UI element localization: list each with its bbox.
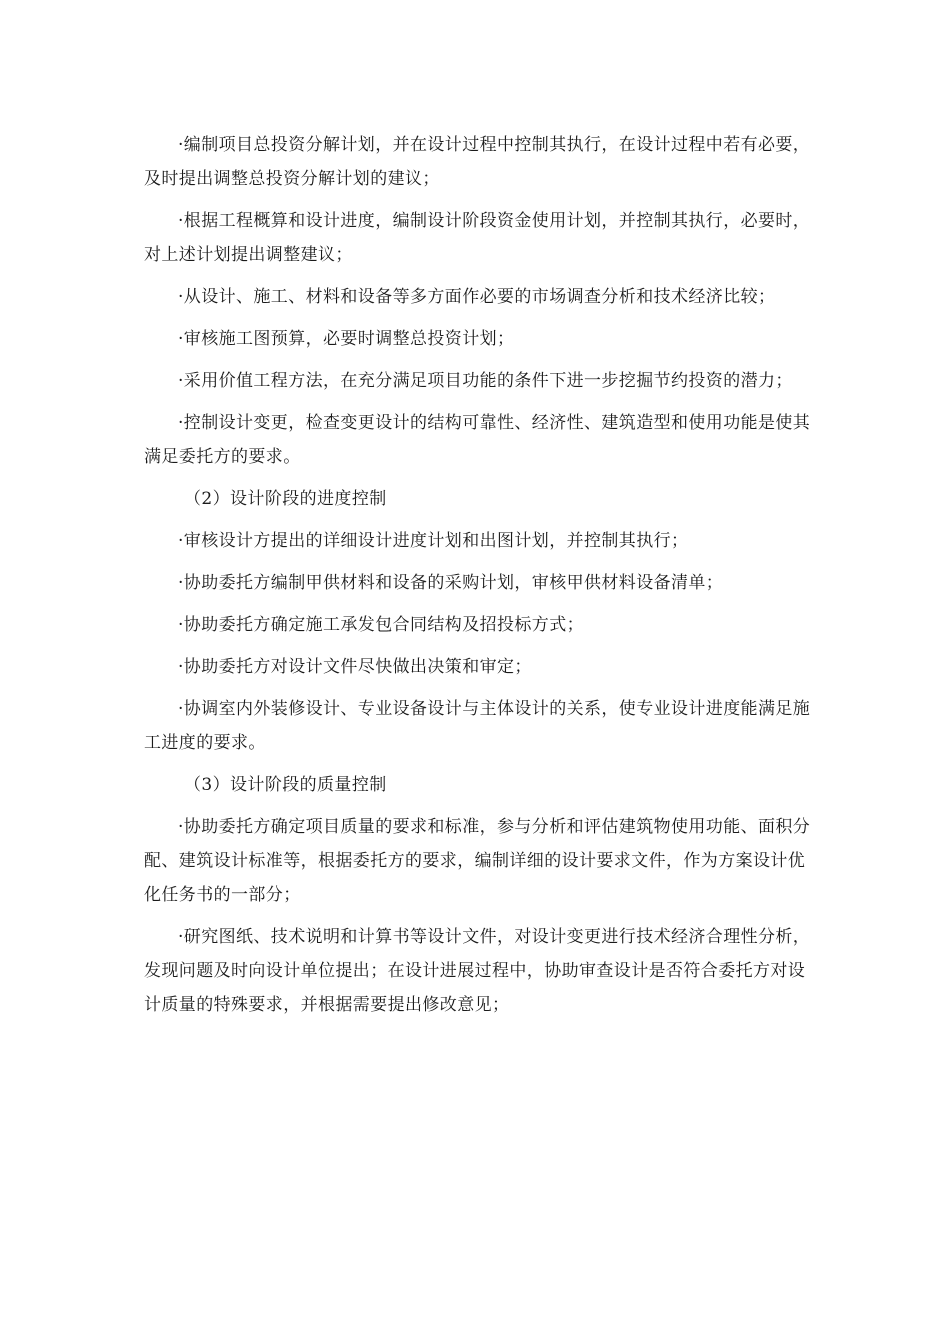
paragraph-market-survey: ·从设计、施工、材料和设备等多方面作必要的市场调查分析和技术经济比较； — [178, 287, 776, 307]
paragraph-design-coordination: ·协调室内外装修设计、专业设备设计与主体设计的关系，使专业设计进度能满足施工进度的要求。 — [144, 699, 811, 753]
section-heading-schedule-control: （2）设计阶段的进度控制 — [184, 489, 387, 509]
paragraph-design-change-control: ·控制设计变更，检查变更设计的结构可靠性、经济性、建筑造型和使用功能是使其满足委托方的要求。 — [144, 413, 811, 467]
paragraph-decision-approval: ·协助委托方对设计文件尽快做出决策和审定； — [178, 657, 532, 677]
paragraph-fund-plan: ·根据工程概算和设计进度，编制设计阶段资金使用计划，并控制其执行，必要时，对上述计划提出调整建议； — [144, 211, 811, 265]
document-body — [144, 128, 814, 1030]
paragraph-drawing-review: ·研究图纸、技术说明和计算书等设计文件，对设计变更进行技术经济合理性分析，发现问题及时向设计单位提出；在设计进展过程中，协助审查设计是否符合委托方对设计质量的特殊要求，并根据需要提出修改意见； — [144, 927, 811, 1015]
section-heading-quality-control: （3）设计阶段的质量控制 — [184, 775, 387, 795]
paragraph-investment-plan: ·编制项目总投资分解计划，并在设计过程中控制其执行，在设计过程中若有必要，及时提出调整总投资分解计划的建议； — [144, 135, 811, 189]
paragraph-quality-standards: ·协助委托方确定项目质量的要求和标准，参与分析和评估建筑物使用功能、面积分配、建筑设计标准等，根据委托方的要求，编制详细的设计要求文件，作为方案设计优化任务书的一部分； — [144, 817, 811, 905]
paragraph-procurement-plan: ·协助委托方编制甲供材料和设备的采购计划，审核甲供材料设备清单； — [178, 573, 724, 593]
paragraph-contract-structure: ·协助委托方确定施工承发包合同结构及招投标方式； — [178, 615, 585, 635]
paragraph-schedule-review: ·审核设计方提出的详细设计进度计划和出图计划，并控制其执行； — [178, 531, 689, 551]
paragraph-value-engineering: ·采用价值工程方法，在充分满足项目功能的条件下进一步挖掘节约投资的潜力； — [178, 371, 793, 391]
paragraph-budget-review: ·审核施工图预算，必要时调整总投资计划； — [178, 329, 515, 349]
